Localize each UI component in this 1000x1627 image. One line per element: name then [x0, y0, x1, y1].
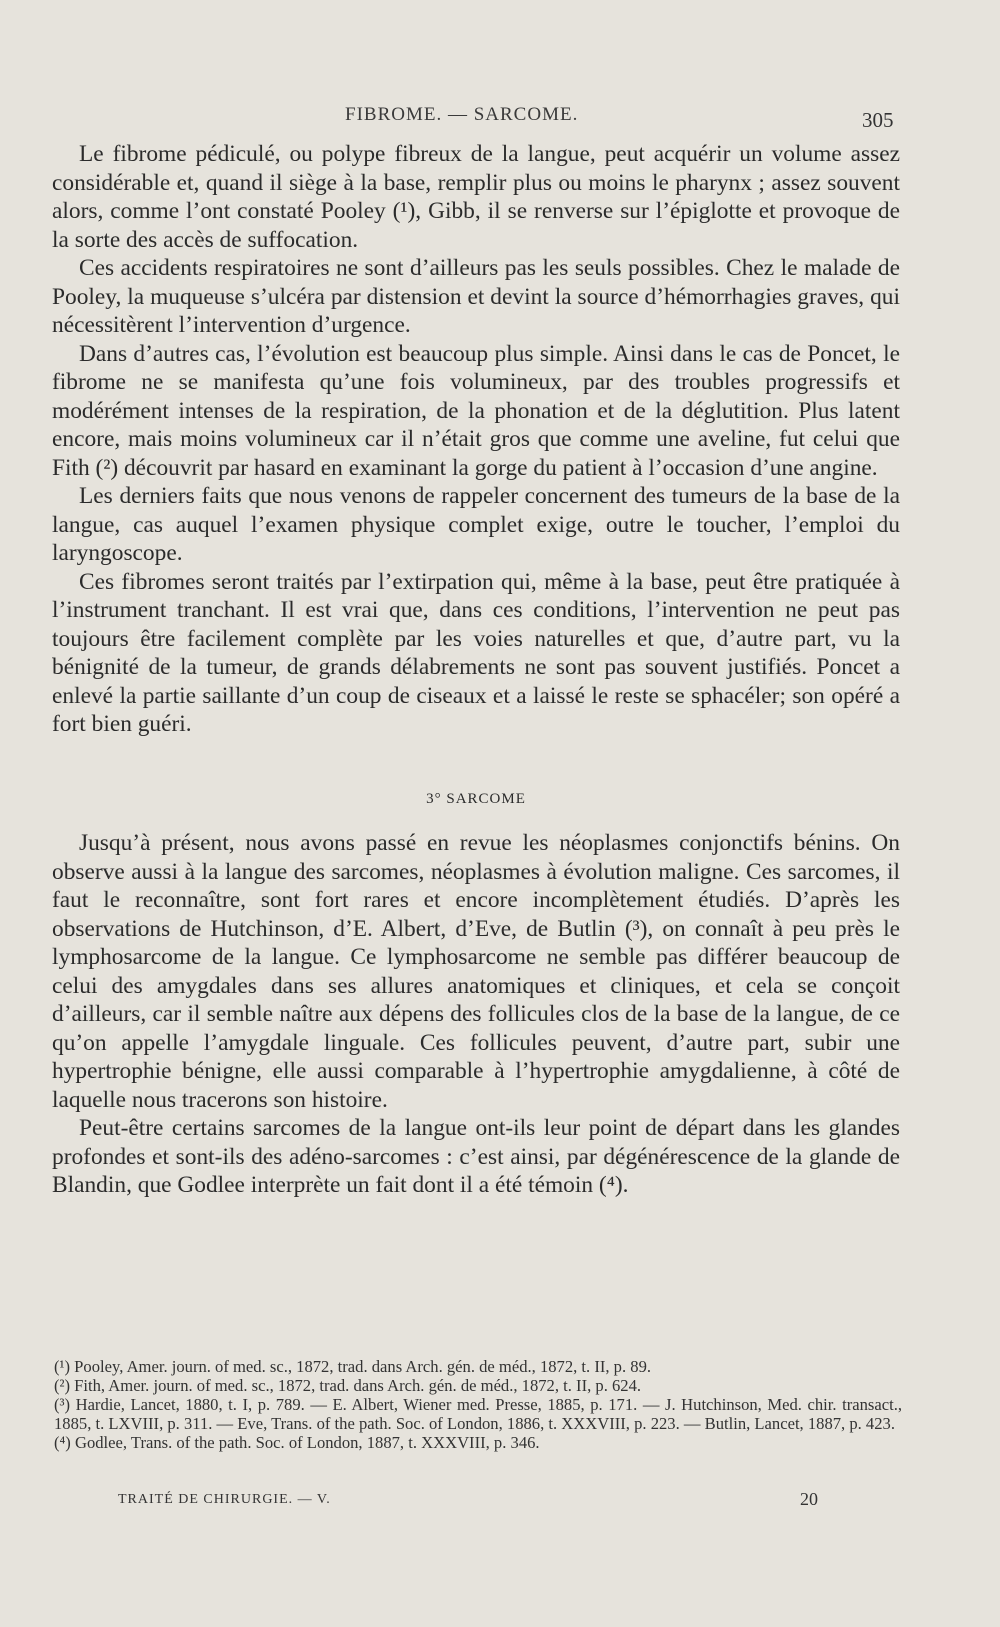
running-title: FIBROME. — SARCOME. [345, 104, 579, 125]
paragraph: Ces accidents respiratoires ne sont d’ailleurs pas les seuls possibles. Chez le malade de Pooley, la muqueuse s’ulcéra par distension et devint la source d’hémorrhagies graves, qui nécessitèrent l’intervention d’urgence. [52, 255, 900, 338]
paragraph: Les derniers faits que nous venons de rappeler concernent des tumeurs de la base de la langue, cas auquel l’examen physique complet exige, outre le toucher, l’emploi du laryngoscope. [52, 483, 900, 566]
page-header [0, 104, 1000, 134]
paragraph: Peut-être certains sarcomes de la langue ont-ils leur point de départ dans les glandes profondes et sont-ils des adéno-sarcomes : c’est ainsi, par dégénérescence de la glande de Blandin, que Godlee interprète un fait dont il a été témoin (⁴). [52, 1115, 900, 1198]
paragraph: Ces fibromes seront traités par l’extirpation qui, même à la base, peut être pratiquée à l’instrument tranchant. Il est vrai que, dans ces conditions, l’intervention ne peut pas toujours être facilement complète par les voies naturelles et que, d’autre part, vu la bénignité de la tumeur, de grands délabrements ne sont pas souvent justifiés. Poncet a enlevé la partie saillante d’un coup de ciseaux et a laissé le reste se sphacéler; son opéré a fort bien guéri. [52, 568, 900, 737]
page-number: 305 [862, 108, 894, 132]
footnote: (¹) Pooley, Amer. journ. of med. sc., 1872, trad. dans Arch. gén. de méd., 1872, t. II, p. 89. [54, 1357, 652, 1376]
paragraph: Le fibrome pédiculé, ou polype fibreux de la langue, peut acquérir un volume assez considérable et, quand il siège à la base, remplir plus ou moins le pharynx ; assez souvent alors, comme l’ont constaté Pooley (¹), Gibb, il se renverse sur l’épiglotte et provoque de la sorte des accès de suffocation. [52, 141, 900, 253]
section-heading: 3° SARCOME [426, 790, 526, 807]
footnotes [54, 1357, 902, 1452]
footnote: (⁴) Godlee, Trans. of the path. Soc. of London, 1887, t. XXXVIII, p. 346. [54, 1433, 540, 1452]
footnote: (³) Hardie, Lancet, 1880, t. I, p. 789. — E. Albert, Wiener med. Presse, 1885, p. 171. — J. Hutchinson, Med. chir. transact., 1885, t. LXVIII, p. 311. — Eve, Trans. of the path. Soc. of London, 1886, t. XXXVIII, p. 223. — Butlin, Lancet, 1887, p. 423. [54, 1395, 902, 1433]
paragraph: Jusqu’à présent, nous avons passé en revue les néoplasmes conjonctifs bénins. On observe aussi à la langue des sarcomes, néoplasmes à évolution maligne. Ces sarcomes, il faut le reconnaître, sont fort rares et encore incomplètement étudiés. D’après les observations de Hutchinson, d’E. Albert, d’Eve, de Butlin (³), on connaît à peu près le lymphosarcome de la langue. Ce lymphosarcome ne semble pas différer beaucoup de celui des amygdales dans ses allures anatomiques et cliniques, et cela se conçoit d’ailleurs, car il semble naître aux dépens des follicules clos de la base de la langue, de ce qu’on appelle l’amygdale linguale. Ces follicules peuvent, d’autre part, subir une hypertrophie bénigne, elle aussi comparable à l’hypertrophie amygdalienne, à côté de laquelle nous tracerons son histoire. [52, 830, 900, 1113]
paragraph: Dans d’autres cas, l’évolution est beaucoup plus simple. Ainsi dans le cas de Poncet, le fibrome ne se manifesta qu’une fois volumineux, par des troubles progressifs et modérément intenses de la respiration, de la phonation et de la déglutition. Plus latent encore, mais moins volumineux car il n’était gros que comme une aveline, fut celui que Fith (²) découvrit par hasard en examinant la gorge du patient à l’occasion d’une angine. [52, 340, 900, 481]
body-text [52, 140, 900, 1200]
footnote: (²) Fith, Amer. journ. of med. sc., 1872, trad. dans Arch. gén. de méd., 1872, t. II, p. 624. [54, 1376, 642, 1395]
signature-line: TRAITÉ DE CHIRURGIE. — V. [118, 1492, 331, 1507]
signature-number: 20 [800, 1489, 818, 1509]
